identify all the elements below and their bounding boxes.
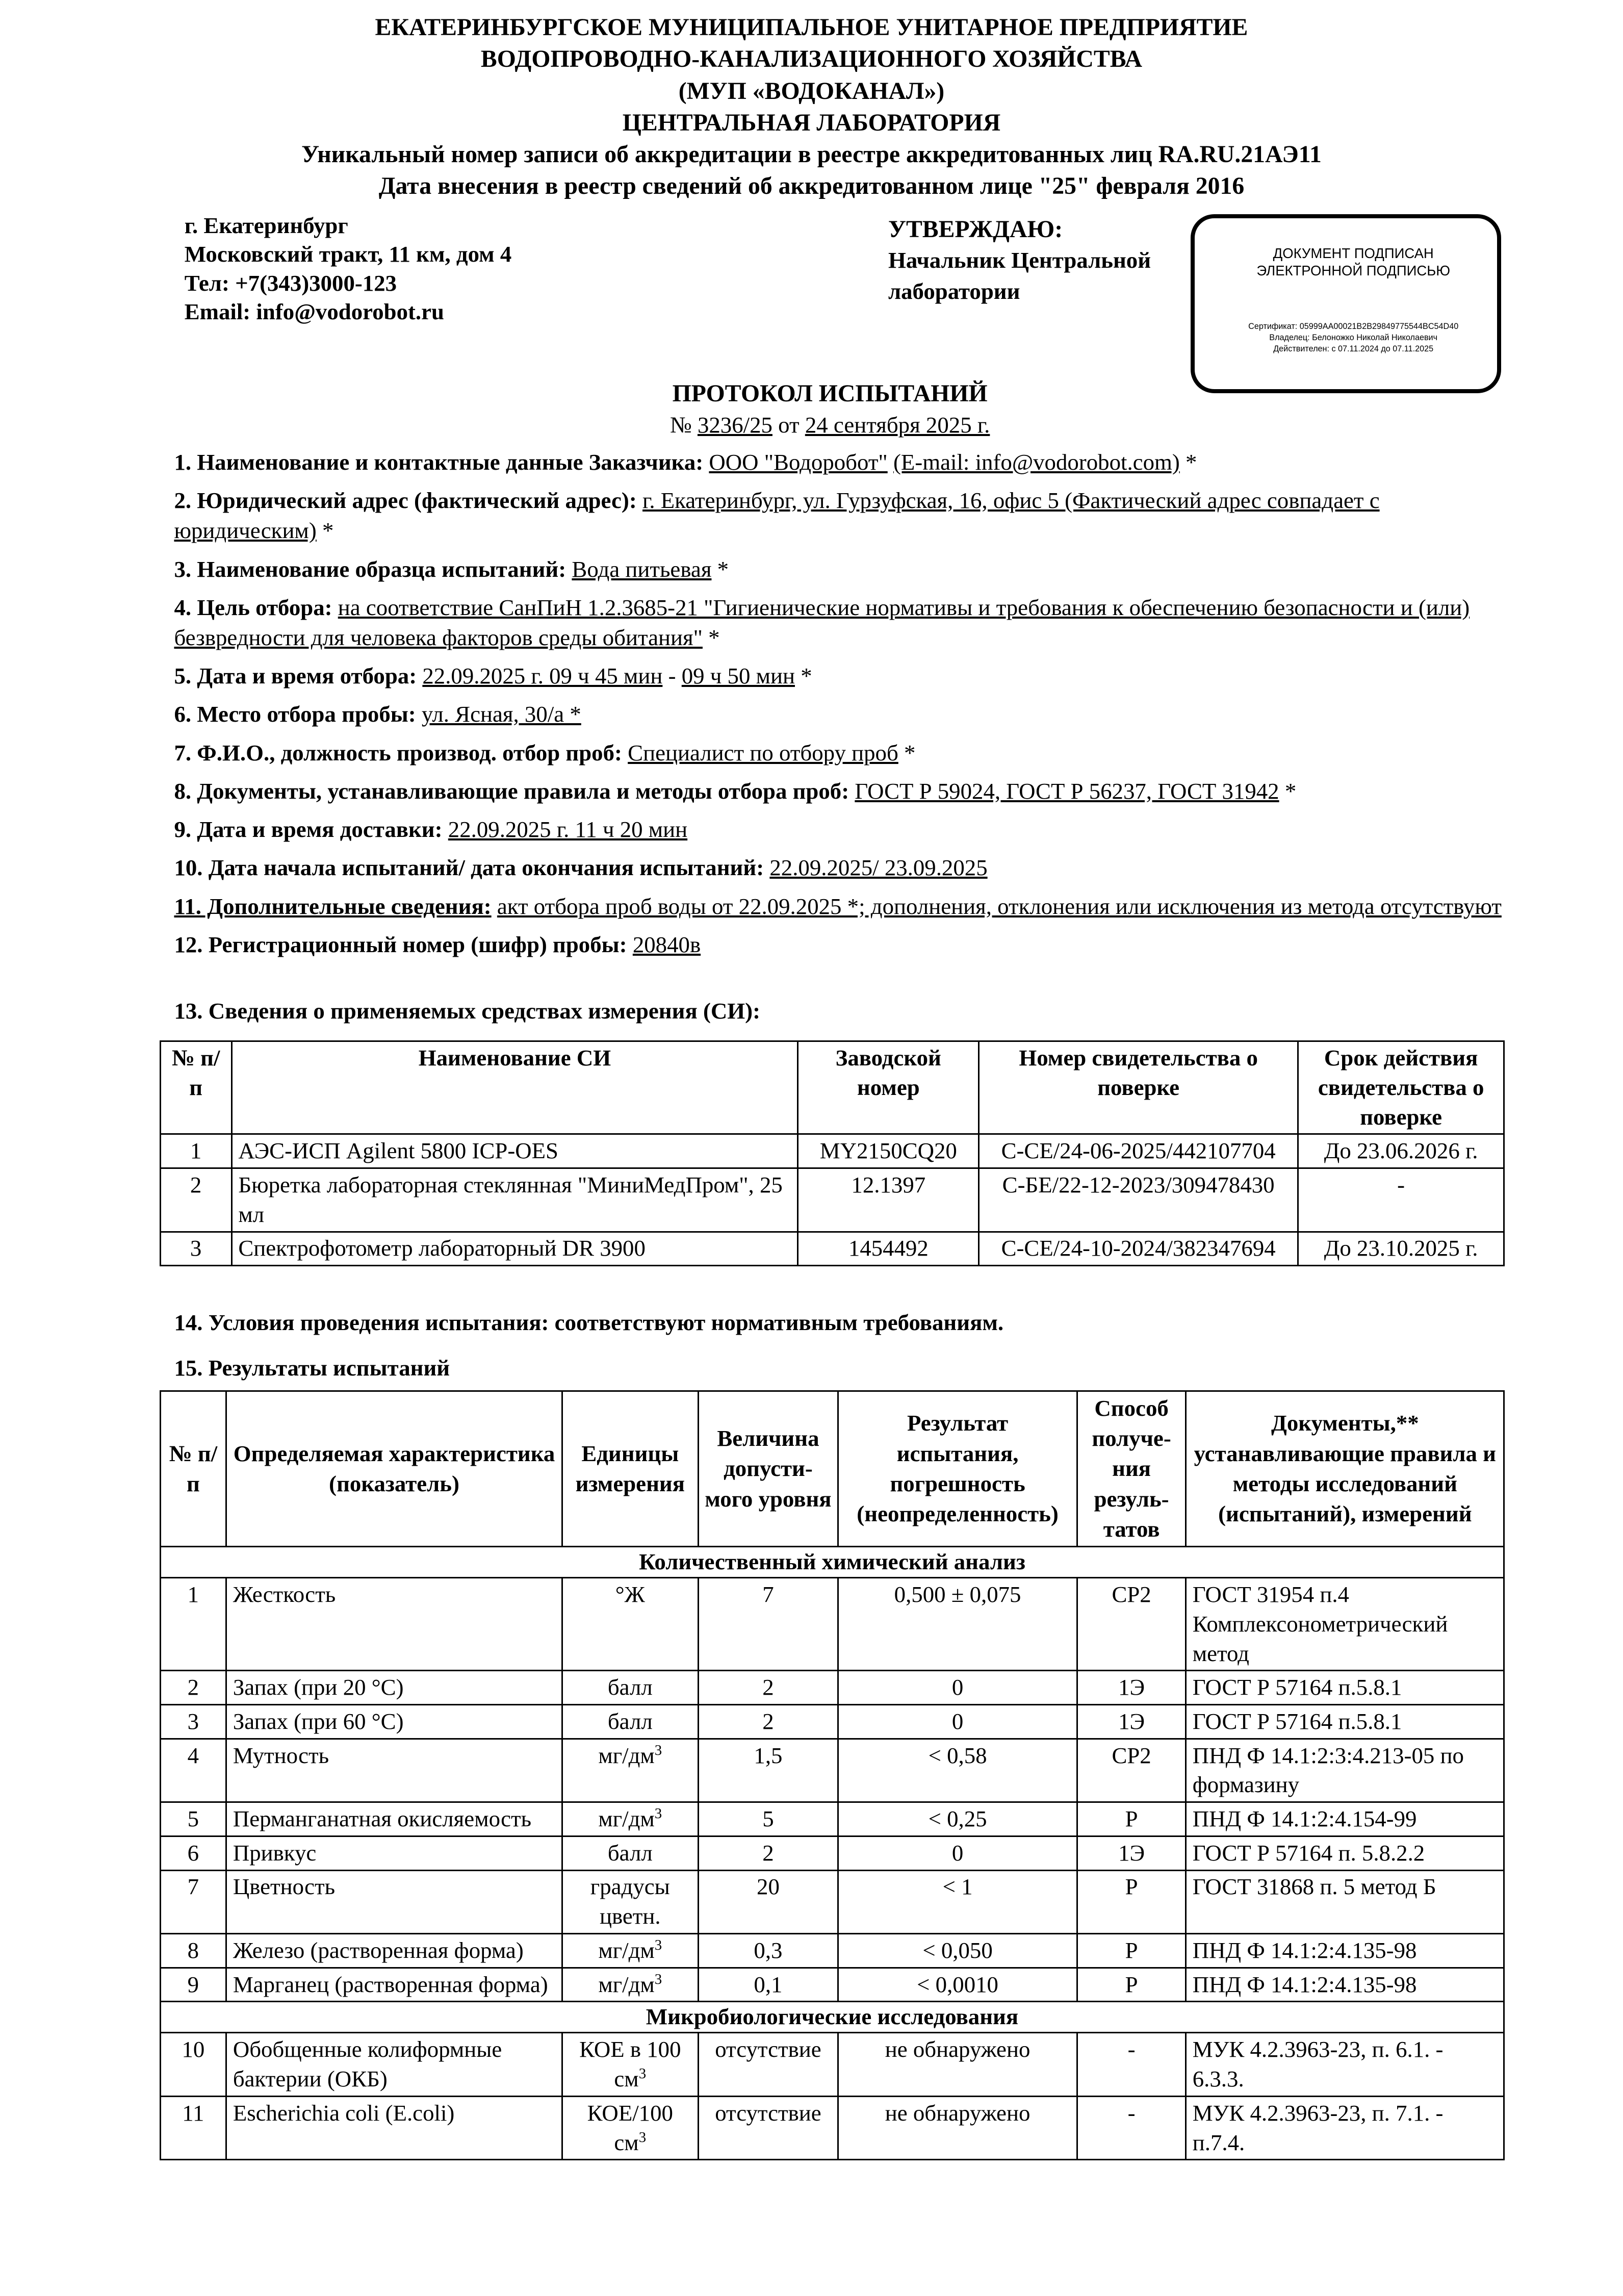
characteristic: Цветность bbox=[226, 1870, 562, 1934]
result: < 0,050 bbox=[838, 1934, 1077, 1968]
result: 0 bbox=[838, 1671, 1077, 1705]
approval-title: УТВЕРЖДАЮ: bbox=[888, 215, 1063, 243]
result: < 0,0010 bbox=[838, 1968, 1077, 2002]
header-line: ЦЕНТРАЛЬНАЯ ЛАБОРАТОРИЯ bbox=[622, 109, 1001, 136]
characteristic: Привкус bbox=[226, 1836, 562, 1870]
standard-document: ПНД Ф 14.1:2:4.135-98 bbox=[1186, 1934, 1504, 1968]
table-row bbox=[160, 1870, 1504, 1934]
column-header: Документы,** устанавливающие правила и методы исследований (испытаний), измерений bbox=[1186, 1391, 1504, 1546]
table-header-row bbox=[160, 1391, 1504, 1546]
address-line: Email: info@vodorobot.ru bbox=[184, 299, 444, 325]
table-cell: До 23.10.2025 г. bbox=[1298, 1232, 1504, 1266]
unit: балл bbox=[562, 1836, 698, 1870]
table-cell: До 23.06.2026 г. bbox=[1298, 1134, 1504, 1168]
row-number: 1 bbox=[160, 1577, 226, 1670]
method: 1Э bbox=[1077, 1671, 1186, 1705]
item-label: 6. Место отбора пробы: bbox=[174, 701, 416, 727]
method: 1Э bbox=[1077, 1836, 1186, 1870]
item-value: на соответствие СанПиН 1.2.3685-21 "Гигиенические нормативы и требования к обеспечению безопасности и (или) безвредности для человека факторов среды обитания" bbox=[174, 594, 1470, 651]
result: < 0,25 bbox=[838, 1802, 1077, 1836]
standard-document: ПНД Ф 14.1:2:4.135-98 bbox=[1186, 1968, 1504, 2002]
column-header: Единицы измерения bbox=[562, 1391, 698, 1546]
allowed-level: 20 bbox=[698, 1870, 838, 1934]
unit: градусы цветн. bbox=[562, 1870, 698, 1934]
table-row bbox=[160, 1232, 1504, 1266]
table-row bbox=[160, 1739, 1504, 1802]
table-row bbox=[160, 1577, 1504, 1670]
row-number: 6 bbox=[160, 1836, 226, 1870]
group-title: Количественный химический анализ bbox=[160, 1547, 1504, 1578]
item-label: 12. Регистрационный номер (шифр) пробы: bbox=[174, 931, 627, 957]
unit: $мг/дм^3$ bbox=[562, 1934, 698, 1968]
table-row bbox=[160, 2096, 1504, 2160]
result: не обнаружено bbox=[838, 2033, 1077, 2097]
method: СР2 bbox=[1077, 1739, 1186, 1802]
item-value: 20840в bbox=[632, 931, 701, 957]
table-cell: 1 bbox=[160, 1134, 231, 1168]
protocol-item bbox=[174, 891, 1502, 922]
address-line: Тел: +7(343)3000-123 bbox=[184, 270, 397, 296]
item-value: 22.09.2025 г. 09 ч 45 мин bbox=[422, 663, 663, 689]
unit: КОЕ/100 $см^3$ bbox=[562, 2096, 698, 2160]
table-row bbox=[160, 1802, 1504, 1836]
item-value: Вода питьевая bbox=[572, 556, 712, 582]
protocol-number: № 3236/25 от 24 сентября 2025 г. bbox=[669, 412, 990, 438]
row-number: 4 bbox=[160, 1739, 226, 1802]
item-label: 10. Дата начала испытаний/ дата окончания испытаний: bbox=[174, 855, 764, 881]
protocol-item bbox=[174, 853, 1502, 883]
column-header: Результат испытания, погрешность (неопределенность) bbox=[838, 1391, 1077, 1546]
row-number: 9 bbox=[160, 1968, 226, 2002]
allowed-level: 2 bbox=[698, 1671, 838, 1705]
group-title: Микробиологические исследования bbox=[160, 2002, 1504, 2033]
standard-document: ПНД Ф 14.1:2:4.154-99 bbox=[1186, 1802, 1504, 1836]
protocol-item bbox=[174, 699, 1502, 729]
unit: балл bbox=[562, 1671, 698, 1705]
allowed-level: 2 bbox=[698, 1705, 838, 1739]
allowed-level: 5 bbox=[698, 1802, 838, 1836]
org-header bbox=[0, 12, 1623, 202]
standard-document: ГОСТ 31868 п. 5 метод Б bbox=[1186, 1870, 1504, 1934]
unit: $мг/дм^3$ bbox=[562, 1802, 698, 1836]
row-number: 3 bbox=[160, 1705, 226, 1739]
characteristic: Запах (при 20 °С) bbox=[226, 1671, 562, 1705]
address-line: г. Екатеринбург bbox=[184, 212, 348, 238]
column-header: № п/п bbox=[160, 1391, 226, 1546]
table-row bbox=[160, 1705, 1504, 1739]
table-cell: С-СЕ/24-10-2024/382347694 bbox=[979, 1232, 1298, 1266]
header-line: Уникальный номер записи об аккредитации в реестре аккредитованных лиц RA.RU.21АЭ11 bbox=[301, 141, 1322, 168]
result: < 1 bbox=[838, 1870, 1077, 1934]
allowed-level: отсутствие bbox=[698, 2096, 838, 2160]
protocol-items bbox=[174, 447, 1502, 968]
unit: °Ж bbox=[562, 1577, 698, 1670]
protocol-item bbox=[174, 814, 1502, 845]
row-number: 8 bbox=[160, 1934, 226, 1968]
method: - bbox=[1077, 2096, 1186, 2160]
column-header: Способ получе-ния резуль-татов bbox=[1077, 1391, 1186, 1546]
table-cell: MY2150CQ20 bbox=[798, 1134, 979, 1168]
standard-document: МУК 4.2.3963-23, п. 7.1. - п.7.4. bbox=[1186, 2096, 1504, 2160]
item-value-extra: (E-mail: info@vodorobot.com) bbox=[893, 449, 1180, 475]
page-title: ПРОТОКОЛ ИСПЫТАНИЙ bbox=[672, 379, 988, 407]
item-value: ГОСТ Р 59024, ГОСТ Р 56237, ГОСТ 31942 bbox=[855, 778, 1279, 804]
item-value: Специалист по отбору проб bbox=[628, 739, 898, 766]
test-results-table bbox=[160, 1390, 1505, 2161]
unit: КОЕ в 100 $см^3$ bbox=[562, 2033, 698, 2097]
protocol-item: 7. Ф.И.О., должность производ. отбор проб: Специалист по отбору проб * bbox=[174, 739, 916, 766]
table-cell: 2 bbox=[160, 1168, 231, 1232]
e-signature-stamp bbox=[1191, 214, 1501, 394]
column-header: Заводской номер bbox=[798, 1041, 979, 1134]
item-label: 1. Наименование и контактные данные Заказчика: bbox=[174, 449, 704, 475]
item-value: г. Екатеринбург, ул. Гурзуфская, 16, офис 5 (Фактический адрес совпадает с юридическим) bbox=[174, 487, 1380, 544]
item-label: 2. Юридический адрес (фактический адрес): bbox=[174, 487, 637, 513]
result: 0 bbox=[838, 1836, 1077, 1870]
allowed-level: 7 bbox=[698, 1577, 838, 1670]
lab-address bbox=[185, 211, 512, 326]
group-row bbox=[160, 1547, 1504, 1578]
characteristic: Железо (растворенная форма) bbox=[226, 1934, 562, 1968]
item-value: 22.09.2025/ 23.09.2025 bbox=[769, 855, 988, 881]
column-header: Определяемая характеристика (показатель) bbox=[226, 1391, 562, 1546]
item-label: 8. Документы, устанавливающие правила и методы отбора проб: bbox=[174, 778, 849, 804]
header-line: ЕКАТЕРИНБУРГСКОЕ МУНИЦИПАЛЬНОЕ УНИТАРНОЕ ПРЕДПРИЯТИЕ bbox=[375, 14, 1248, 41]
stamp-heading: ДОКУМЕНТ ПОДПИСАН ЭЛЕКТРОННОЙ ПОДПИСЬЮ bbox=[1256, 245, 1451, 279]
column-header: Номер свидетельства о поверке bbox=[979, 1041, 1298, 1134]
table-cell: 3 bbox=[160, 1232, 231, 1266]
approval-line: Начальник Центральной bbox=[888, 247, 1151, 273]
method: Р bbox=[1077, 1870, 1186, 1934]
characteristic: Запах (при 60 °С) bbox=[226, 1705, 562, 1739]
address-line: Московский тракт, 11 км, дом 4 bbox=[184, 241, 512, 267]
approval-block bbox=[888, 214, 1151, 307]
characteristic: Перманганатная окисляемость bbox=[226, 1802, 562, 1836]
item-label: 9. Дата и время доставки: bbox=[174, 817, 443, 843]
item-value: 22.09.2025 г. 11 ч 20 мин bbox=[448, 817, 688, 843]
item-label: 3. Наименование образца испытаний: bbox=[174, 556, 566, 582]
column-header: Величина допусти-мого уровня bbox=[698, 1391, 838, 1546]
protocol-item: 1. Наименование и контактные данные Заказчика: ООО "Водоробот" (E-mail: info@vodorobot.com) * bbox=[174, 449, 1197, 475]
protocol-item: 2. Юридический адрес (фактический адрес): г. Екатеринбург, ул. Гурзуфская, 16, офис 5 (Фактический адрес совпадает с юридическим) * bbox=[174, 487, 1380, 544]
group-row bbox=[160, 2002, 1504, 2033]
section-14: 14. Условия проведения испытания: соответствуют нормативным требованиям. bbox=[174, 1309, 1004, 1335]
item-label: 5. Дата и время отбора: bbox=[174, 663, 417, 689]
header-line: ВОДОПРОВОДНО-КАНАЛИЗАЦИОННОГО ХОЗЯЙСТВА bbox=[480, 45, 1143, 73]
table-cell: Бюретка лабораторная стеклянная "МиниМедПром", 25 мл bbox=[231, 1168, 797, 1232]
header-line: Дата внесения в реестр сведений об аккредитованном лице "25" февраля 2016 bbox=[378, 172, 1245, 200]
column-header: Наименование СИ bbox=[231, 1041, 797, 1134]
table-cell: АЭС-ИСП Agilent 5800 ICP-OES bbox=[231, 1134, 797, 1168]
allowed-level: отсутствие bbox=[698, 2033, 838, 2097]
item-value: ул. Ясная, 30/а * bbox=[421, 701, 581, 727]
allowed-level: 0,3 bbox=[698, 1934, 838, 1968]
result: 0,500 ± 0,075 bbox=[838, 1577, 1077, 1670]
row-number: 7 bbox=[160, 1870, 226, 1934]
characteristic: Жесткость bbox=[226, 1577, 562, 1670]
protocol-item: 8. Документы, устанавливающие правила и методы отбора проб: ГОСТ Р 59024, ГОСТ Р 56237, ГОСТ 31942 * bbox=[174, 778, 1297, 804]
item-value-extra: 09 ч 50 мин bbox=[681, 663, 795, 689]
method: СР2 bbox=[1077, 1577, 1186, 1670]
method: Р bbox=[1077, 1802, 1186, 1836]
unit: $мг/дм^3$ bbox=[562, 1968, 698, 2002]
method: Р bbox=[1077, 1934, 1186, 1968]
table-cell: Спектрофотометр лабораторный DR 3900 bbox=[231, 1232, 797, 1266]
characteristic: Обобщенные колиформные бактерии (ОКБ) bbox=[226, 2033, 562, 2097]
item-value: ООО "Водоробот" bbox=[709, 449, 888, 475]
characteristic: Escherichia coli (E.coli) bbox=[226, 2096, 562, 2160]
standard-document: ПНД Ф 14.1:2:3:4.213-05 по формазину bbox=[1186, 1739, 1504, 1802]
row-number: 10 bbox=[160, 2033, 226, 2097]
protocol-item: 4. Цель отбора: на соответствие СанПиН 1.2.3685-21 "Гигиенические нормативы и требования к обеспечению безопасности и (или) безвредности для человека факторов среды обитания" * bbox=[174, 594, 1470, 651]
item-label: 4. Цель отбора: bbox=[174, 594, 332, 620]
section-13-title: 13. Сведения о применяемых средствах измерения (СИ): bbox=[174, 998, 761, 1024]
protocol-item: 5. Дата и время отбора: 22.09.2025 г. 09 ч 45 мин - 09 ч 50 мин * bbox=[174, 663, 812, 689]
table-cell: - bbox=[1298, 1168, 1504, 1232]
table-cell: С-СЕ/24-06-2025/442107704 bbox=[979, 1134, 1298, 1168]
item-value: акт отбора проб воды от 22.09.2025 *; дополнения, отклонения или исключения из метода отсутствуют bbox=[497, 893, 1502, 919]
table-row bbox=[160, 1134, 1504, 1168]
result: < 0,58 bbox=[838, 1739, 1077, 1802]
row-number: 2 bbox=[160, 1671, 226, 1705]
table-cell: 1454492 bbox=[798, 1232, 979, 1266]
characteristic: Мутность bbox=[226, 1739, 562, 1802]
result: не обнаружено bbox=[838, 2096, 1077, 2160]
row-number: 5 bbox=[160, 1802, 226, 1836]
characteristic: Марганец (растворенная форма) bbox=[226, 1968, 562, 2002]
table-row bbox=[160, 1836, 1504, 1870]
section-15-title: 15. Результаты испытаний bbox=[174, 1355, 450, 1381]
standard-document: ГОСТ Р 57164 п. 5.8.2.2 bbox=[1186, 1836, 1504, 1870]
table-row bbox=[160, 1968, 1504, 2002]
table-row bbox=[160, 1168, 1504, 1232]
protocol-item bbox=[174, 930, 1502, 960]
allowed-level: 2 bbox=[698, 1836, 838, 1870]
row-number: 11 bbox=[160, 2096, 226, 2160]
allowed-level: 1,5 bbox=[698, 1739, 838, 1802]
table-row bbox=[160, 1934, 1504, 1968]
standard-document: ГОСТ Р 57164 п.5.8.1 bbox=[1186, 1705, 1504, 1739]
table-cell: С-БЕ/22-12-2023/309478430 bbox=[979, 1168, 1298, 1232]
approval-line: лаборатории bbox=[888, 278, 1020, 304]
measuring-instruments-table bbox=[160, 1040, 1505, 1266]
result: 0 bbox=[838, 1705, 1077, 1739]
header-line: (МУП «ВОДОКАНАЛ») bbox=[678, 77, 945, 105]
method: 1Э bbox=[1077, 1705, 1186, 1739]
standard-document: МУК 4.2.3963-23, п. 6.1. - 6.3.3. bbox=[1186, 2033, 1504, 2097]
table-header-row bbox=[160, 1041, 1504, 1134]
method: Р bbox=[1077, 1968, 1186, 2002]
column-header: Срок действия свидетельства о поверке bbox=[1298, 1041, 1504, 1134]
stamp-details: Сертификат: 05999AA00021B2B29849775544BC54D40 Владелец: Белоножко Николай Николаевич Действителен: с 07.11.2024 до 07.11.2025 bbox=[1248, 322, 1459, 353]
standard-document: ГОСТ 31954 п.4 Комплексонометрический метод bbox=[1186, 1577, 1504, 1670]
item-label: 7. Ф.И.О., должность производ. отбор проб: bbox=[174, 739, 622, 766]
protocol-item: 3. Наименование образца испытаний: Вода питьевая * bbox=[174, 556, 729, 582]
unit: $мг/дм^3$ bbox=[562, 1739, 698, 1802]
item-label: 11. Дополнительные сведения: bbox=[174, 893, 492, 919]
standard-document: ГОСТ Р 57164 п.5.8.1 bbox=[1186, 1671, 1504, 1705]
column-header: № п/п bbox=[160, 1041, 231, 1134]
allowed-level: 0,1 bbox=[698, 1968, 838, 2002]
unit: балл bbox=[562, 1705, 698, 1739]
method: - bbox=[1077, 2033, 1186, 2097]
table-row bbox=[160, 1671, 1504, 1705]
table-cell: 12.1397 bbox=[798, 1168, 979, 1232]
table-row bbox=[160, 2033, 1504, 2097]
